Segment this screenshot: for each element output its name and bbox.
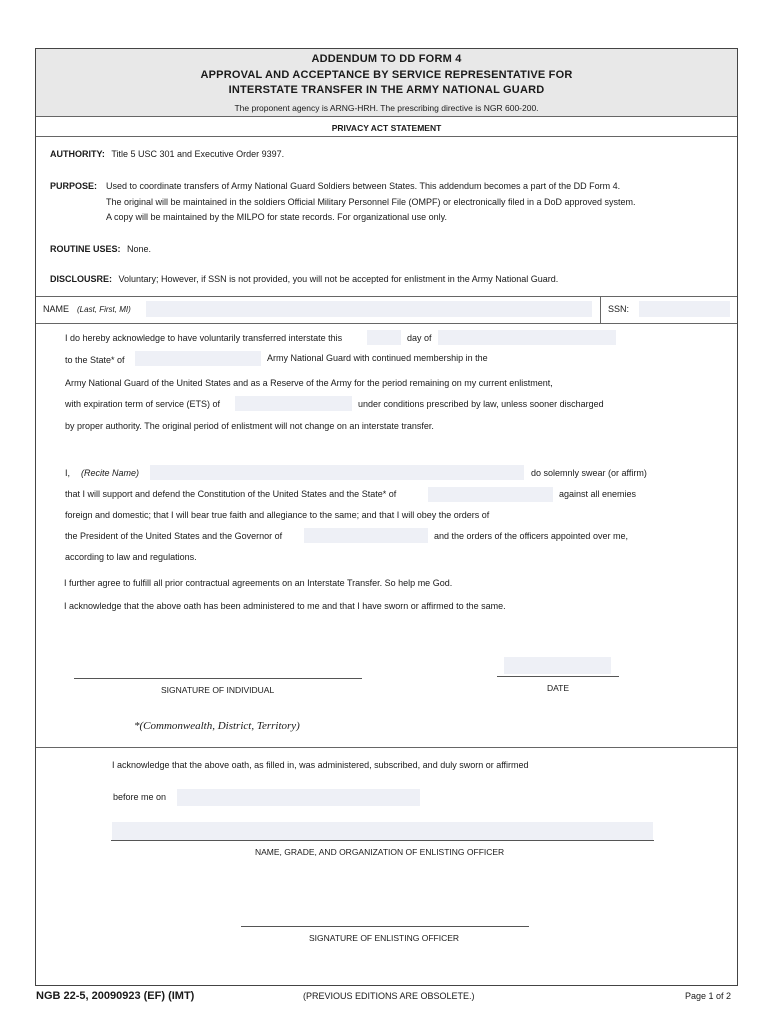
purpose-line3: A copy will be maintained by the MILPO for state records. For organizational use only.	[106, 212, 448, 222]
signature-of-individual-label: SIGNATURE OF INDIVIDUAL	[161, 685, 275, 695]
month-year-field[interactable]	[438, 330, 616, 345]
disclosure-text: Voluntary; However, if SSN is not provided, you will not be accepted for enlistment in the Army National Guard.	[118, 274, 559, 284]
name-field[interactable]	[146, 301, 592, 317]
oath-i-label: I,	[65, 468, 71, 478]
day-field[interactable]	[367, 330, 401, 345]
governor-field[interactable]	[304, 528, 428, 543]
solemnly-swear-text: do solemnly swear (or affirm)	[531, 468, 647, 478]
divider	[36, 136, 737, 137]
ets-field[interactable]	[235, 396, 352, 411]
officer-signature-label: SIGNATURE OF ENLISTING OFFICER	[309, 933, 460, 943]
routine-uses-row	[50, 244, 151, 254]
purpose-line2: The original will be maintained in the soldiers Official Military Personnel File (OMPF) or electronically filed in a DoD approved system.	[106, 197, 636, 207]
agreement-text: I further agree to fulfill all prior contractual agreements on an Interstate Transfer. So help me God.	[64, 578, 453, 588]
oath-line3-text: foreign and domestic; that I will bear true faith and allegiance to the same; and that I will obey the orders of	[65, 510, 490, 520]
form-title-line2: APPROVAL AND ACCEPTANCE BY SERVICE REPRESENTATIVE FOR	[200, 69, 573, 81]
oath-line5-text: according to law and regulations.	[65, 552, 197, 562]
ack-line5-text: by proper authority. The original period of enlistment will not change on an interstate transfer.	[65, 421, 434, 431]
oath-line4-text: the President of the United States and the Governor of	[65, 531, 283, 541]
oath-acknowledgement-text: I acknowledge that the above oath has been administered to me and that I have sworn or affirmed to the same.	[64, 601, 506, 611]
form-title-line1: ADDENDUM TO DD FORM 4	[311, 53, 462, 65]
ssn-label: SSN:	[608, 304, 630, 314]
before-me-on-label: before me on	[113, 792, 167, 802]
page-number: Page 1 of 2	[685, 991, 732, 1001]
routine-uses-label: ROUTINE USES:	[50, 244, 121, 254]
divider	[36, 323, 737, 324]
footnote-text: *(Commonwealth, District, Territory)	[134, 720, 300, 732]
name-label: NAME	[43, 304, 70, 314]
recite-name-hint: (Recite Name)	[81, 468, 140, 478]
form-id: NGB 22-5, 20090923 (EF) (IMT)	[36, 990, 195, 1002]
name-hint: (Last, First, MI)	[77, 305, 131, 314]
officer-name-line	[111, 840, 654, 841]
officer-signature-line	[241, 926, 529, 927]
ack-line2-text-b: Army National Guard with continued membership in the	[267, 353, 488, 363]
privacy-act-heading: PRIVACY ACT STATEMENT	[331, 123, 442, 133]
proponent-note: The proponent agency is ARNG-HRH. The prescribing directive is NGR 600-200.	[234, 103, 539, 113]
authority-row	[50, 149, 284, 159]
ack-line1-text: I do hereby acknowledge to have voluntarily transferred interstate this	[65, 333, 343, 343]
signature-line	[74, 678, 362, 679]
recite-name-field[interactable]	[150, 465, 524, 480]
ack-line4-text: with expiration term of service (ETS) of	[65, 399, 221, 409]
oath-line2-text-b: against all enemies	[559, 489, 637, 499]
disclosure-label: DISCLOUSRE:	[50, 274, 113, 284]
form-title-line3: INTERSTATE TRANSFER IN THE ARMY NATIONAL GUARD	[228, 84, 545, 96]
purpose-line1: Used to coordinate transfers of Army National Guard Soldiers between States. This addendum becomes a part of the DD Form 4.	[106, 181, 621, 191]
routine-uses-text: None.	[127, 244, 152, 254]
before-me-on-field[interactable]	[177, 789, 420, 806]
oath-line2-text: that I will support and defend the Constitution of the United States and the State* of	[65, 489, 397, 499]
day-of-label: day of	[407, 333, 432, 343]
ssn-field[interactable]	[639, 301, 730, 317]
officer-name-label: NAME, GRADE, AND ORGANIZATION OF ENLISTING OFFICER	[255, 847, 505, 857]
authority-text: Title 5 USC 301 and Executive Order 9397.	[111, 149, 285, 159]
ack-line2-text: to the State* of	[65, 355, 125, 365]
obsolete-note: (PREVIOUS EDITIONS ARE OBSOLETE.)	[303, 991, 475, 1001]
ack-line4-text-b: under conditions prescribed by law, unless sooner discharged	[358, 399, 604, 409]
state-field[interactable]	[135, 351, 261, 366]
oath-line4-text-b: and the orders of the officers appointed over me,	[434, 531, 628, 541]
ack-line3-text: Army National Guard of the United States and as a Reserve of the Army for the period remaining on my current enlistment,	[65, 378, 553, 388]
officer-name-field[interactable]	[112, 822, 653, 840]
date-field[interactable]	[504, 657, 611, 674]
authority-label: AUTHORITY:	[50, 149, 105, 159]
divider	[600, 296, 601, 323]
date-line	[497, 676, 619, 677]
date-label: DATE	[547, 683, 570, 693]
purpose-label: PURPOSE:	[50, 181, 98, 191]
oath-state-field[interactable]	[428, 487, 553, 502]
divider	[36, 747, 737, 748]
divider	[36, 296, 737, 297]
disclosure-row	[50, 274, 558, 284]
officer-ack-text: I acknowledge that the above oath, as filled in, was administered, subscribed, and duly sworn or affirmed	[112, 760, 529, 770]
